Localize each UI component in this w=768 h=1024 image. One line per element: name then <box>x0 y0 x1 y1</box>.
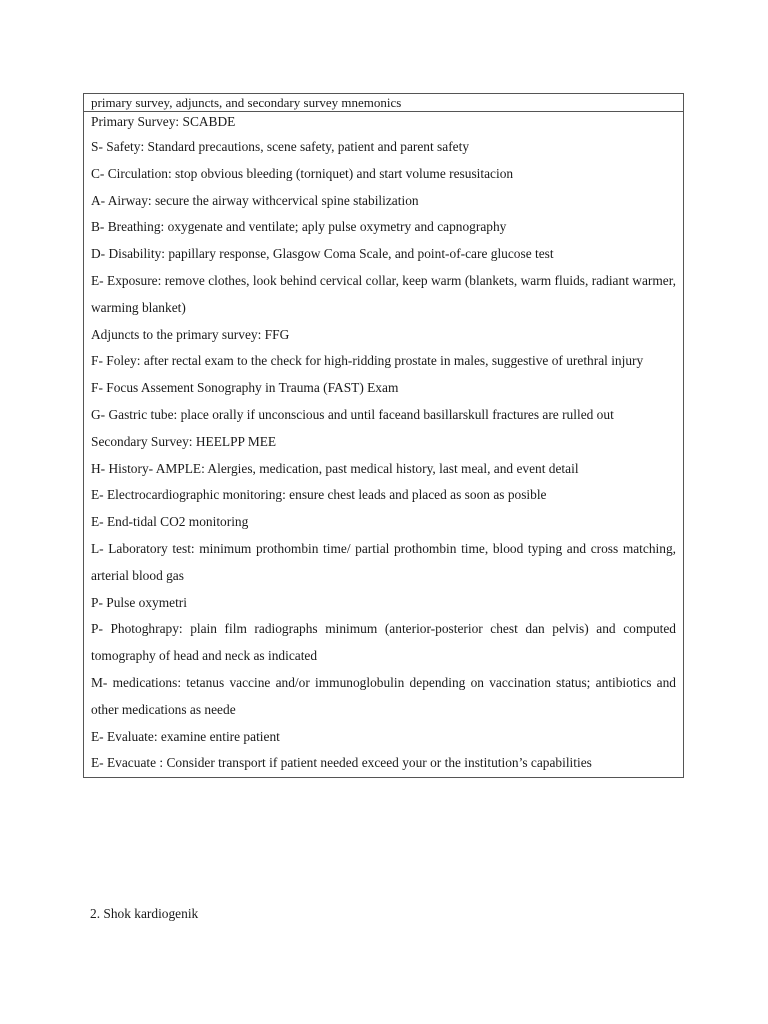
breathing-line: B- Breathing: oxygenate and ventilate; aply pulse oxymetry and capnography <box>91 219 507 235</box>
laboratory-test-line: L- Laboratory test: minimum prothombin time/ partial prothombin time, blood typing and cross matching, arterial blood gas <box>91 540 676 583</box>
table-body <box>84 112 683 777</box>
medications-line: M- medications: tetanus vaccine and/or immunoglobulin depending on vaccination status; antibiotics and other medications as neede <box>91 674 676 717</box>
foley-line: F- Foley: after rectal exam to the check for high-ridding prostate in males, suggestive of urethral injury <box>91 353 644 369</box>
secondary-survey-heading: Secondary Survey: HEELPP MEE <box>91 433 277 449</box>
evacuate-line: E- Evacuate : Consider transport if patient needed exceed your or the institution’s capabilities <box>91 755 592 771</box>
table-header: primary survey, adjuncts, and secondary survey mnemonics <box>84 94 683 112</box>
gastric-tube-line: G- Gastric tube: place orally if unconscious and until faceand basillarskull fractures are rulled out <box>91 406 614 422</box>
adjuncts-heading: Adjuncts to the primary survey: FFG <box>91 326 290 342</box>
fast-exam-line: F- Focus Assement Sonography in Trauma (FAST) Exam <box>91 380 399 396</box>
disability-line: D- Disability: papillary response, Glasgow Coma Scale, and point-of-care glucose test <box>91 246 554 262</box>
evaluate-line: E- Evaluate: examine entire patient <box>91 728 280 744</box>
history-line: H- History- AMPLE: Alergies, medication, past medical history, last meal, and event detail <box>91 460 579 476</box>
photography-line: P- Photoghrapy: plain film radiographs minimum (anterior-posterior chest dan pelvis) and computed tomography of head and neck as indicated <box>91 621 676 664</box>
ecg-monitoring-line: E- Electrocardiographic monitoring: ensure chest leads and placed as soon as posible <box>91 487 547 503</box>
circulation-line: C- Circulation: stop obvious bleeding (torniquet) and start volume resusitacion <box>91 165 514 181</box>
end-tidal-co2-line: E- End-tidal CO2 monitoring <box>91 514 249 530</box>
airway-line: A- Airway: secure the airway withcervical spine stabilization <box>91 192 419 208</box>
primary-survey-heading: Primary Survey: SCABDE <box>91 114 236 129</box>
safety-line: S- Safety: Standard precautions, scene safety, patient and parent safety <box>91 139 470 154</box>
section-heading: 2. Shok kardiogenik <box>90 906 199 921</box>
exposure-line: E- Exposure: remove clothes, look behind cervical collar, keep warm (blankets, warm fluids, radiant warmer, warming blanket) <box>91 272 676 315</box>
mnemonics-table <box>83 93 684 778</box>
pulse-oxymetri-line: P- Pulse oxymetri <box>91 594 187 610</box>
